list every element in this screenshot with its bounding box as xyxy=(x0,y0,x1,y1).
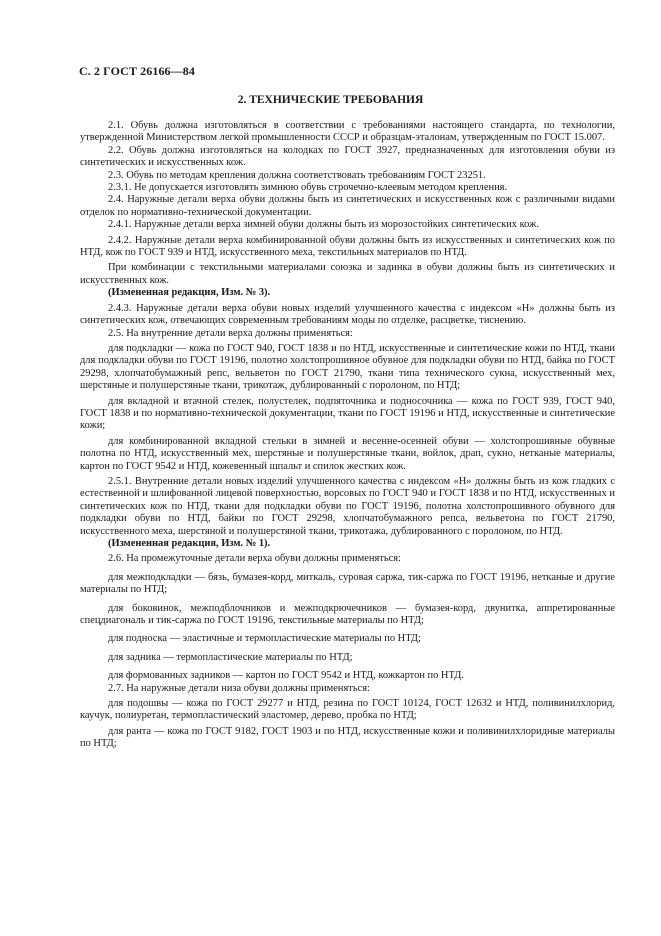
paragraph-combination: При комбинации с текстильными материалами союзка и задинка в обуви должны быть из синтетических и искусственных кож. xyxy=(80,262,615,286)
paragraph-toe-puff: для подноска — эластичные и термопластические материалы по НТД; xyxy=(108,633,421,645)
paragraph-lining: для подкладки — кожа по ГОСТ 940, ГОСТ 1838 и по НТД, искусственные и синтетические кожи по НТД, ткани для подкладки обуви по ГОСТ 19196, полотно холстопрошивное обувное для подкладки обуви по НТД, байка по ГОСТ 29298, хлопчатобумажный репс, вельветон по ГОСТ 21790, ткани типа технического сукна, искусственный мех, шерстяные и полушерстяные ткани, трикотаж, дублированный с поролоном, по НТД; xyxy=(80,342,615,392)
paragraph-soles: для подошвы — кожа по ГОСТ 29277 и НТД, резина по ГОСТ 10124, ГОСТ 12632 и НТД, поливинилхлорид, каучук, полиуретан, термопластический эластомер, дерево, пробка по НТД; xyxy=(80,698,615,722)
amendment-note-3: (Измененная редакция, Изм. № 3). xyxy=(108,287,271,299)
paragraph-side-pieces: для боковинок, межподблочников и межподкрючечников — бумазея-корд, двунитка, аппретированные спецдиагональ и тик-саржа по ГОСТ 19196, текстильные материалы по НТД; xyxy=(80,602,615,627)
amendment-note-1: (Измененная редакция, Изм. № 1). xyxy=(108,538,271,549)
paragraph-molded-counters: для формованных задников — картон по ГОСТ 9542 и НТД, кожкартон по НТД. xyxy=(108,670,464,682)
paragraph-2-3: 2.3. Обувь по методам крепления должна соответствовать требованиям ГОСТ 23251. xyxy=(108,169,486,181)
paragraph-2-5: 2.5. На внутренние детали верха должны применяться: xyxy=(108,327,353,339)
running-header: С. 2 ГОСТ 26166—84 xyxy=(79,64,195,78)
paragraph-insoles: для вкладной и втачной стелек, полустелек, подпяточника и подносочника — кожа по ГОСТ 939, ГОСТ 940, ГОСТ 1838 и по нормативно-технической документации, ткани по ГОСТ 19196 и НТД, искусственные и синтетические кожи; xyxy=(80,395,615,432)
paragraph-2-2: 2.2. Обувь должна изготовляться на колодках по ГОСТ 3927, предназначенных для изготовления обуви из синтетических и искусственных кож. xyxy=(80,144,615,169)
paragraph-2-3-1: 2.3.1. Не допускается изготовлять зимнюю обувь строчечно-клеевым методом крепления. xyxy=(108,182,508,194)
paragraph-2-4-3: 2.4.3. Наружные детали верха обуви новых изделий улучшенного качества с индексом «Н» должны быть из синтетических кож, отвечающих современным требованиям моды по отделке, расцветке, тиснению. xyxy=(80,302,615,327)
paragraph-2-4: 2.4. Наружные детали верха обуви должны быть из синтетических и искусственных кож с различными видами отделок по нормативно-технической документации. xyxy=(80,194,615,218)
paragraph-2-6: 2.6. На промежуточные детали верха обуви должны применяться: xyxy=(108,553,401,565)
paragraph-2-5-1: 2.5.1. Внутренние детали новых изделий улучшенного качества с индексом «Н» должны быть из кож гладких с естественной и шлифованной лицевой поверхностью, ворсовых по ГОСТ 940 и ГОСТ 1838 и по НТД, искусственных и синтетических кож по НТД, ткани для подкладки обуви по ГОСТ 19196, полотна холстопрошивного обувного для подкладки обуви по НТД, байки по ГОСТ 29298, хлопчатобумажного репса, вельветона по ГОСТ 21790, искусственного меха, шерстяной и полушерстяной ткани, трикотажа, дублированного с поролоном, по НТД. xyxy=(80,475,615,537)
paragraph-interlining: для межподкладки — бязь, бумазея-корд, миткаль, суровая саржа, тик-саржа по ГОСТ 19196, нетканые и другие материалы по НТД; xyxy=(80,571,615,596)
paragraph-welt: для ранта — кожа по ГОСТ 9182, ГОСТ 1903 и по НТД, искусственные кожи и поливинилхлоридные материалы по НТД; xyxy=(80,725,615,750)
paragraph-2-4-1: 2.4.1. Наружные детали верха зимней обуви должны быть из морозостойких синтетических кож. xyxy=(108,219,539,231)
paragraph-combined-insole: для комбинированной вкладной стельки в зимней и весенне-осенней обуви — холстопрошивные обувные полотна по НТД, искусственный мех, шерстяные и полушерстяные ткани, войлок, драп, сукно, нетканые материалы, картон по ГОСТ 9542 и НТД, кожевенный шпальт и спилок жестких кож. xyxy=(80,435,615,472)
paragraph-2-1: 2.1. Обувь должна изготовляться в соответствии с требованиями настоящего стандарта, по технологии, утвержденной Министерством легкой промышленности СССР и образцам-эталонам, утвержденным по ГОСТ 15.007. xyxy=(80,120,615,144)
paragraph-2-4-2: 2.4.2. Наружные детали верха комбинированной обуви должны быть из искусственных и синтетических кож по НТД, кож по ГОСТ 939 и НТД, искусственного меха, текстильных материалов по НТД. xyxy=(80,234,615,259)
paragraph-counter: для задника — термопластические материалы по НТД; xyxy=(108,651,353,663)
document-body xyxy=(80,120,615,751)
section-title: 2. ТЕХНИЧЕСКИЕ ТРЕБОВАНИЯ xyxy=(237,94,424,106)
paragraph-2-7: 2.7. На наружные детали низа обуви должны применяться: xyxy=(108,682,370,694)
